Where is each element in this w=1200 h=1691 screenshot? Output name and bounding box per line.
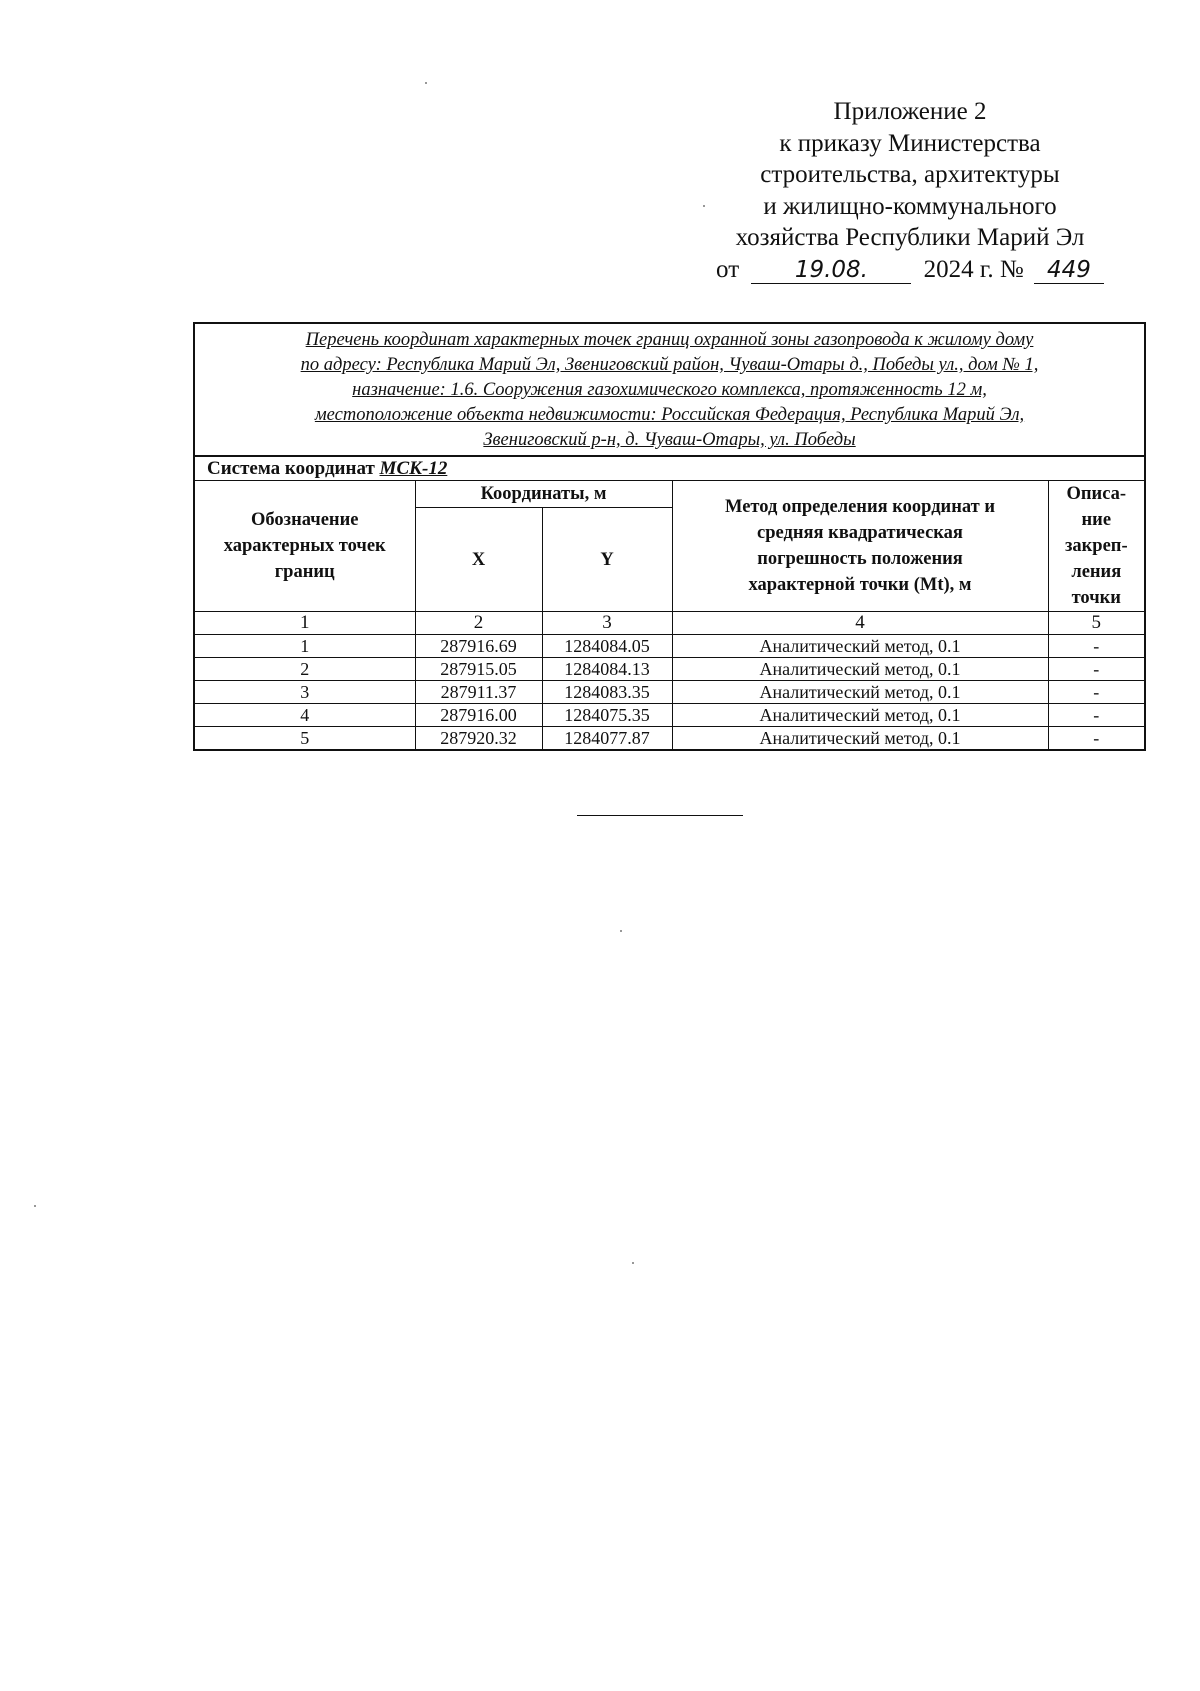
coordinates-table [193,322,1146,751]
scan-speck [425,82,427,84]
cell-point: 5 [194,727,415,751]
table-title-line: местоположение объекта недвижимости: Российская Федерация, Республика Марий Эл, [314,405,1025,425]
column-number: 1 [194,612,415,635]
order-number-handwritten: 449 [1034,257,1104,284]
header-y: Y [542,508,672,612]
cell-point: 3 [194,681,415,704]
table-title-line: Перечень координат характерных точек границ охранной зоны газопровода к жилому дому [305,330,1034,350]
cell-description: - [1048,681,1145,704]
table-title-line: назначение: 1.6. Сооружения газохимического комплекса, протяженность 12 м, [352,380,987,400]
cell-y: 1284077.87 [542,727,672,751]
table-row [194,727,1145,751]
header-text: характерных точек [223,536,386,556]
column-number: 3 [542,612,672,635]
column-number-row [194,612,1145,635]
cell-x: 287915.05 [415,658,542,681]
table-row [194,635,1145,658]
table-title [194,323,1145,456]
header-line-5: хозяйства Республики Марий Эл [735,224,1085,251]
cell-method: Аналитический метод, 0.1 [672,635,1048,658]
cell-method: Аналитический метод, 0.1 [672,681,1048,704]
appendix-header [690,96,1130,285]
header-coordinates: Координаты, м [415,481,672,508]
cell-description: - [1048,635,1145,658]
header-line-3: строительства, архитектуры [760,161,1060,188]
cell-y: 1284084.05 [542,635,672,658]
cell-method: Аналитический метод, 0.1 [672,658,1048,681]
header-line-2: к приказу Министерства [779,129,1041,157]
table-row [194,681,1145,704]
cell-y: 1284075.35 [542,704,672,727]
order-date-line [690,254,1130,286]
table-title-line: Звениговский р-н, д. Чуваш-Отары, ул. Победы [483,430,856,450]
header-line-4: и жилищно-коммунального [763,192,1057,220]
cell-y: 1284084.13 [542,658,672,681]
cell-method: Аналитический метод, 0.1 [672,727,1048,751]
cell-point: 4 [194,704,415,727]
scan-speck [703,205,705,207]
cell-point: 1 [194,635,415,658]
table-row [194,658,1145,681]
column-number: 4 [672,612,1048,635]
cell-y: 1284083.35 [542,681,672,704]
order-year: 2024 г. № [923,255,1024,283]
header-text: точки [1071,588,1121,608]
cell-description: - [1048,658,1145,681]
header-text: закреп- [1064,536,1128,556]
date-prefix: от [716,255,740,283]
scan-speck [620,930,622,932]
header-text: Метод определения координат и [724,497,996,517]
header-text: ления [1071,562,1122,582]
header-text: погрешность положения [757,549,963,569]
header-text: границ [274,562,335,582]
header-x: X [415,508,542,612]
cell-description: - [1048,704,1145,727]
header-text: характерной точки (Mt), м [748,575,972,595]
table-title-row [194,323,1145,456]
coordinate-system-value: МСК-12 [379,458,448,479]
cell-method: Аналитический метод, 0.1 [672,704,1048,727]
cell-x: 287916.00 [415,704,542,727]
scan-speck [34,1205,36,1207]
header-text: средняя квадратическая [757,523,963,543]
column-number: 2 [415,612,542,635]
appendix-title: Приложение 2 [833,98,987,125]
cell-x: 287911.37 [415,681,542,704]
cell-x: 287916.69 [415,635,542,658]
header-row-1 [194,481,1145,508]
coordinate-system-label: Система координат [207,458,375,479]
header-method [672,481,1048,612]
header-text: Описа- [1066,484,1127,504]
cell-point: 2 [194,658,415,681]
table-row [194,704,1145,727]
order-date-handwritten: 19.08. [751,257,911,284]
header-text: ние [1081,510,1112,530]
coordinate-system [194,456,1145,481]
table-title-line: по адресу: Республика Марий Эл, Звениговский район, Чуваш-Отары д., Победы ул., дом № 1, [300,355,1039,375]
header-text: Обозначение [251,510,359,530]
end-of-document-rule [577,815,743,816]
cell-x: 287920.32 [415,727,542,751]
scan-speck [632,1262,634,1264]
column-number: 5 [1048,612,1145,635]
header-point-designation [194,481,415,612]
cell-description: - [1048,727,1145,751]
coordinate-system-row [194,456,1145,481]
header-description [1048,481,1145,612]
